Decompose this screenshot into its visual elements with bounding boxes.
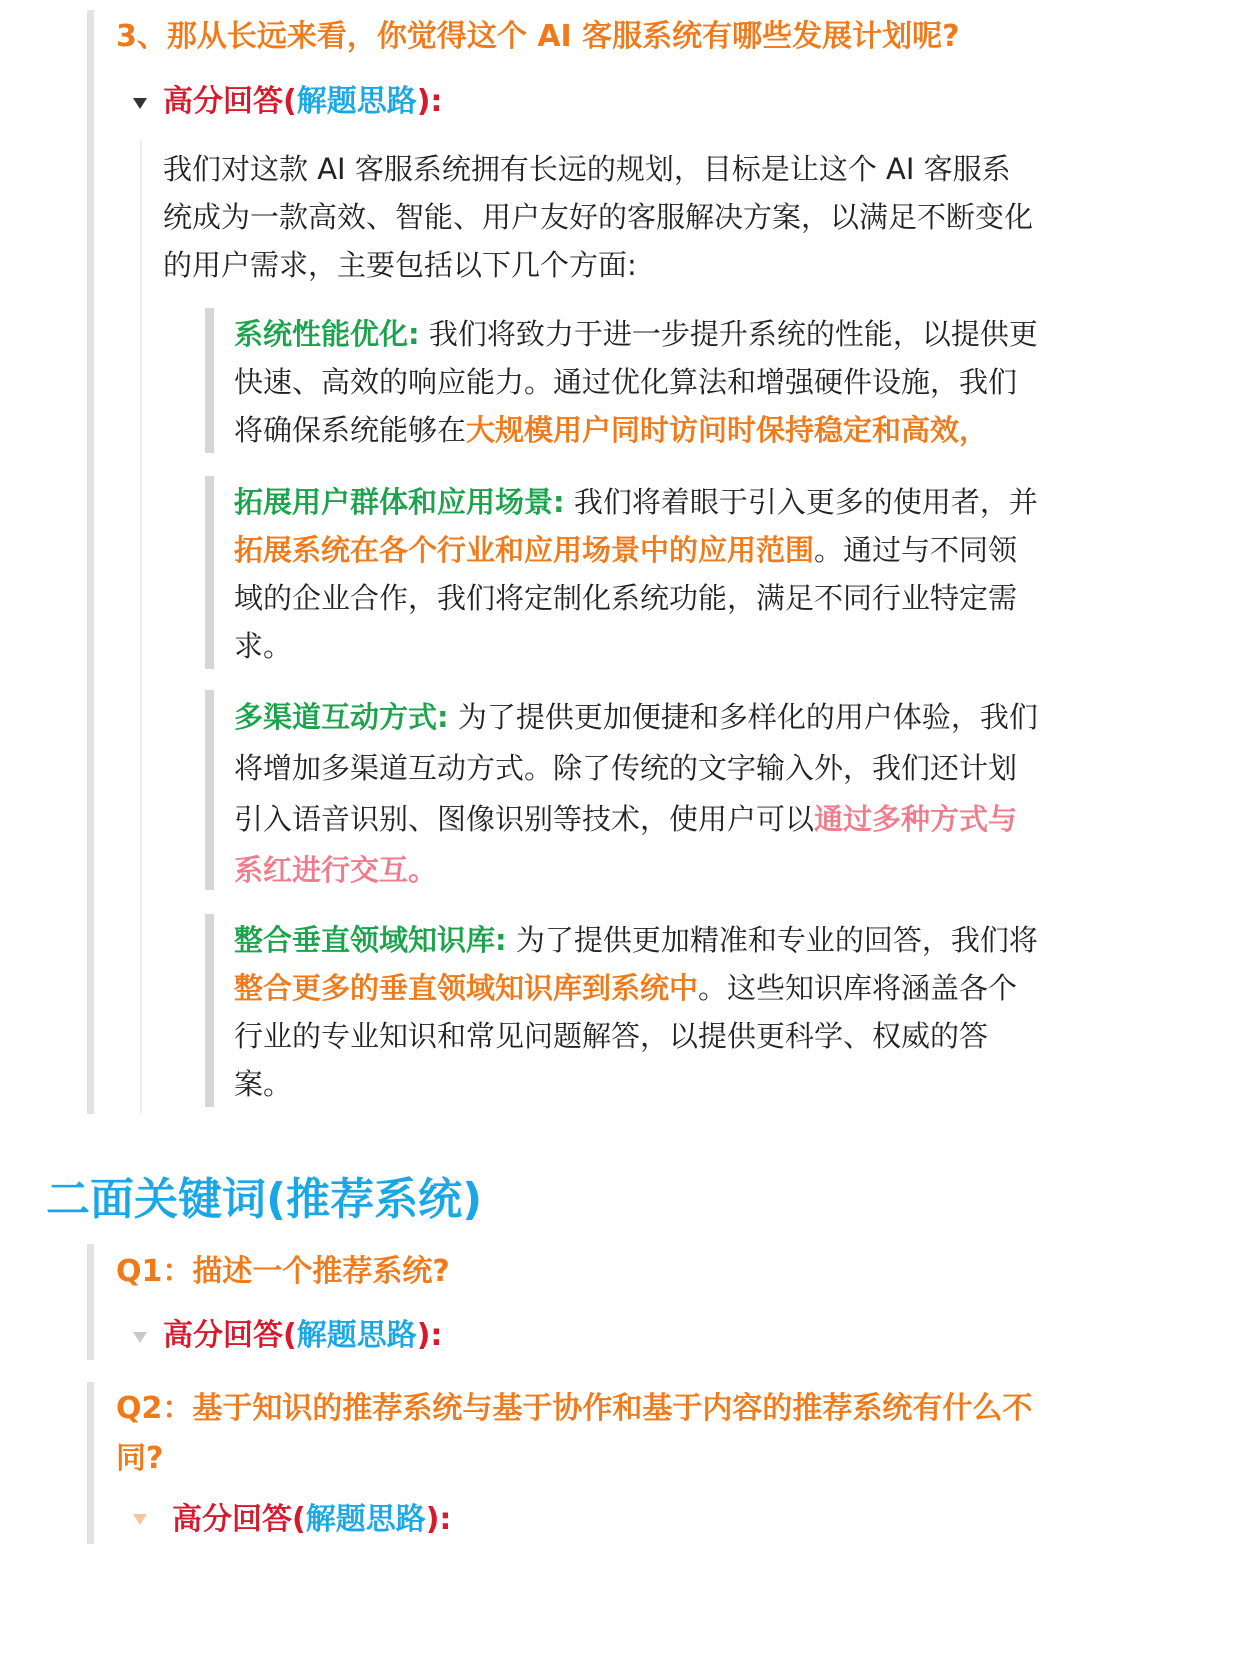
collapse-triangle-icon[interactable]	[133, 98, 147, 109]
q3-answer-guide-line	[140, 140, 142, 1114]
item-text-tail: 。这些知识库将涵盖各个行业的专业知识和常见问题解答，以提供更科学、权威的答案。	[234, 971, 1018, 1101]
q2-title: Q2：基于知识的推荐系统与基于协作和基于内容的推荐系统有什么不同?	[116, 1391, 1033, 1476]
q1-title: Q1：描述一个推荐系统?	[116, 1254, 450, 1289]
item-text: 为了提供更加便捷和多样化的用户体验，我们将增加多渠道互动方式。除了传统的文字输入外，我们还计划引入语音识别、图像识别等技术，使用户可以	[234, 700, 1038, 836]
q3-blockquote-bar	[87, 10, 94, 1114]
q3-title: 3、那从长远来看，你觉得这个 AI 客服系统有哪些发展计划呢?	[116, 19, 960, 54]
item-quote-bar	[205, 914, 214, 1107]
answer-link[interactable]: 解题思路	[305, 1502, 426, 1537]
answer-close: ):	[425, 1502, 452, 1537]
item-label: 多渠道互动方式:	[234, 700, 449, 734]
item-text: 我们将致力于进一步提升系统的性能，以提供更快速、高效的响应能力。通过优化算法和增强硬件设施，我们将确保系统能够在	[234, 317, 1038, 447]
q2-answer-heading	[172, 1500, 451, 1540]
answer-close: ):	[416, 1318, 443, 1353]
item-highlight: 整合更多的垂直领域知识库到系统中	[234, 971, 699, 1005]
item-quote-bar	[205, 308, 214, 453]
q3-intro-paragraph: 我们对这款 AI 客服系统拥有长远的规划，目标是让这个 AI 客服系统成为一款高效、智能、用户友好的客服解决方案，以满足不断变化的用户需求，主要包括以下几个方面:	[163, 152, 1034, 282]
collapse-triangle-icon[interactable]	[133, 1332, 147, 1343]
item-quote-bar	[205, 476, 214, 669]
collapse-triangle-icon[interactable]	[133, 1514, 147, 1525]
q1-blockquote-bar	[87, 1244, 94, 1360]
item-highlight: 大规模用户同时访问时保持稳定和高效，	[466, 413, 989, 447]
item-quote-bar	[205, 690, 214, 890]
q3-answer-heading	[163, 82, 442, 122]
q3-item-performance	[234, 310, 1042, 454]
answer-close: ):	[416, 84, 443, 119]
item-text: 为了提供更加精准和专业的回答，我们将	[506, 923, 1038, 957]
item-text-tail: 。通过与不同领域的企业合作，我们将定制化系统功能，满足不同行业特定需求。	[234, 533, 1018, 663]
section-heading: 二面关键词(推荐系统)	[46, 1174, 483, 1225]
q3-item-expansion	[234, 478, 1042, 670]
item-label: 系统性能优化:	[234, 317, 420, 351]
answer-link[interactable]: 解题思路	[296, 1318, 417, 1353]
item-label: 整合垂直领域知识库:	[234, 923, 507, 957]
item-highlight: 通过多种方式与系红进行交互。	[234, 802, 1018, 887]
q3-item-multichannel	[234, 692, 1042, 896]
q3-item-knowledge-base	[234, 916, 1042, 1108]
q2-blockquote-bar	[87, 1382, 94, 1544]
answer-label: 高分回答(	[163, 1318, 297, 1353]
item-label: 拓展用户群体和应用场景:	[234, 485, 565, 519]
answer-link[interactable]: 解题思路	[296, 84, 417, 119]
item-text: 我们将着眼于引入更多的使用者，并	[564, 485, 1038, 519]
q1-answer-heading	[163, 1316, 442, 1356]
answer-label: 高分回答(	[172, 1502, 306, 1537]
item-highlight: 拓展系统在各个行业和应用场景中的应用范围	[234, 533, 815, 567]
answer-label: 高分回答(	[163, 84, 297, 119]
